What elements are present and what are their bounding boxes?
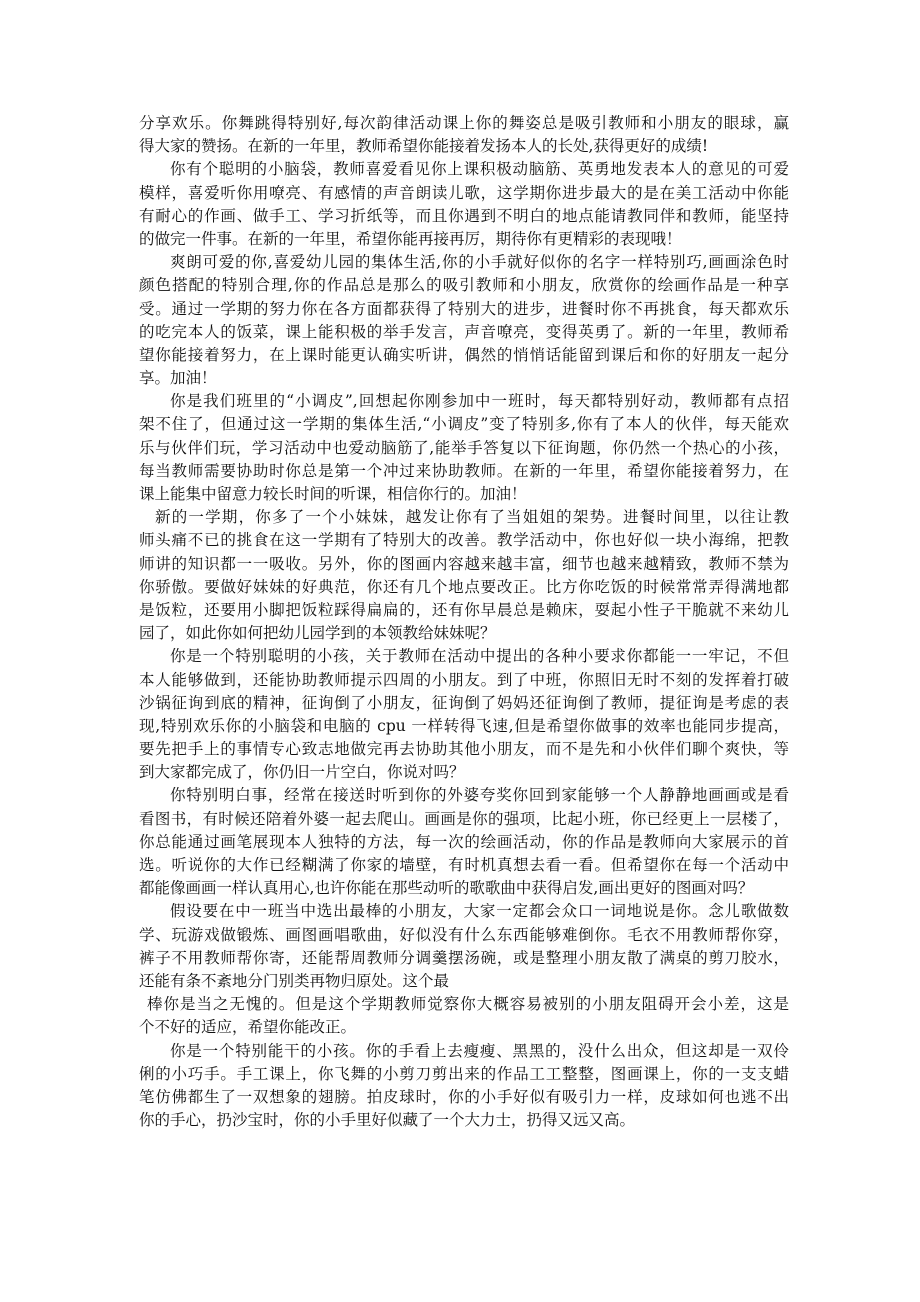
text-line: 个不好的适应，希望你能改正。 [139,1018,357,1037]
text-line: 颜色搭配的特别合理,你的作品总是那么的吸引教师和小朋友，欣赏你的绘画作品是一种享 [139,276,789,295]
text-line: 都能像画画一样认真用心,也许你能在那些动听的歌歌曲中获得启发,画出更好的图画对吗？ [139,879,754,898]
paragraph [139,784,789,900]
document-page [139,112,789,1132]
paragraph [139,390,789,506]
text-line: 本人能够做到，还能协助教师提示四周的小朋友。到了中班，你照旧无时不刻的发挥着打破 [139,670,789,689]
paragraph [139,251,789,390]
text-line: 受。通过一学期的努力你在各方面都获得了特别大的进步，进餐时你不再挑食，每天都欢乐 [139,299,789,318]
text-line: 你有个聪明的小脑袋，教师喜爱看见你上课积极动脑筋、英勇地发表本人的意见的可爱 [170,160,789,179]
paragraph [139,900,789,993]
text-line: 到大家都完成了，你仍旧一片空白，你说对吗？ [139,763,465,782]
text-line: 师讲的知识都一一吸收。另外，你的图画内容越来越丰富，细节也越来越精致，教师不禁为 [139,554,789,573]
paragraph [139,993,789,1039]
text-line: 师头痛不已的挑食在这一学期有了特别大的改善。教学活动中，你也好似一块小海绵，把教 [139,531,789,550]
text-line: 还能有条不紊地分门别类再物归原处。这个最 [139,971,450,990]
text-line: 爽朗可爱的你,喜爱幼儿园的集体生活,你的小手就好似你的名字一样特别巧,画画涂色时 [170,253,789,272]
text-line: 学、玩游戏做锻炼、画图画唱歌曲，好似没有什么东西能够难倒你。毛衣不用教师帮你穿， [139,925,789,944]
text-line: 享。加油！ [139,369,217,388]
text-line: 俐的小巧手。手工课上，你飞舞的小剪刀剪出来的作品工工整整，图画课上，你的一支支蜡 [139,1064,789,1083]
text-line: 你总能通过画笔展现本人独特的方法，每一次的绘画活动，你的作品是教师向大家展示的首 [139,832,789,851]
text-line: 笔仿佛都生了一双想象的翅膀。拍皮球时，你的小手好似有吸引力一样，皮球如何也逃不出 [139,1087,789,1106]
text-line: 你是一个特别能干的小孩。你的手看上去瘦瘦、黑黑的，没什么出众，但这却是一双伶 [170,1041,789,1060]
text-line: 沙锅征询到底的精神，征询倒了小朋友，征询倒了妈妈还征询倒了教师，提征询是考虑的表 [139,693,789,712]
text-line: 你骄傲。要做好妹妹的好典范，你还有几个地点要改正。比方你吃饭的时候常常弄得满地都 [139,577,789,596]
text-line: 你的手心，扔沙宝时，你的小手里好似藏了一个大力士，扔得又远又高。 [139,1111,636,1130]
paragraph [139,506,789,645]
text-line: 乐与伙伴们玩，学习活动中也爱动脑筋了,能举手答复以下征询题，你仍然一个热心的小孩， [139,438,789,457]
text-line: 你是一个特别聪明的小孩，关于教师在活动中提出的各种小要求你都能一一牢记，不但 [170,647,789,666]
text-line: 选。听说你的大作已经糊满了你家的墙壁，有时机真想去看一看。但希望你在每一个活动中 [139,856,789,874]
text-line: 你是我们班里的“小调皮”,回想起你刚参加中一班时，每天都特别好动，教师都有点招 [170,392,789,411]
text-line: 棒你是当之无愧的。但是这个学期教师觉察你大概容易被别的小朋友阻碍开会小差，这是 [147,995,789,1014]
text-line: 有耐心的作画、做手工、学习折纸等，而且你遇到不明白的地点能请教同伴和教师，能坚持 [139,206,789,225]
text-line: 的吃完本人的饭菜，课上能积极的举手发言，声音嘹亮，变得英勇了。新的一年里，教师希 [139,322,789,341]
text-line: 看图书，有时候还陪着外婆一起去爬山。画画是你的强项，比起小班，你已经更上一层楼了， [139,809,789,828]
text-line: 要先把手上的事情专心致志地做完再去协助其他小朋友，而不是先和小伙伴们聊个爽快，等 [139,740,789,759]
text-line: 园了，如此你如何把幼儿园学到的本领教给妹妹呢？ [139,624,496,643]
text-line: 课上能集中留意力较长时间的听课，相信你行的。加油！ [139,485,527,503]
text-line: 现,特别欢乐你的小脑袋和电脑的 cpu 一样转得飞速,但是希望你做事的效率也能同步提高， [139,716,789,735]
text-line: 架不住了，但通过这一学期的集体生活,“小调皮”变了特别多,你有了本人的伙伴，每天能欢 [139,415,789,434]
text-line: 你特别明白事，经常在接送时听到你的外婆夸奖你回到家能够一个人静静地画画或是看 [170,786,789,805]
text-line: 分享欢乐。你舞跳得特别好,每次韵律活动课上你的舞姿总是吸引教师和小朋友的眼球，赢 [139,114,789,132]
text-line: 是饭粒，还要用小脚把饭粒踩得扁扁的，还有你早晨总是赖床，耍起小性子干脆就不来幼儿 [139,600,789,619]
paragraph [139,112,789,158]
text-line: 每当教师需要协助时你总是第一个冲过来协助教师。在新的一年里，希望你能接着努力，在 [139,461,789,480]
text-line: 的做完一件事。在新的一年里，希望你能再接再厉，期待你有更精彩的表现哦！ [139,229,682,248]
paragraph [139,1040,789,1133]
text-line: 模样，喜爱听你用嘹亮、有感情的声音朗读儿歌，这学期你进步最大的是在美工活动中你能 [139,183,789,202]
paragraph [139,158,789,251]
text-line: 裤子不用教师帮你寄，还能帮周教师分调羹摆汤碗，或是整理小朋友散了满桌的剪刀胶水， [139,948,789,967]
text-line: 得大家的赞扬。在新的一年里，教师希望你能接着发扬本人的长处,获得更好的成绩! [139,137,709,156]
paragraph [139,645,789,784]
text-line: 新的一学期，你多了一个小妹妹，越发让你有了当姐姐的架势。进餐时间里，以往让教 [155,508,789,527]
text-line: 假设要在中一班当中选出最棒的小朋友，大家一定都会众口一词地说是你。念儿歌做数 [170,902,789,921]
text-line: 望你能接着努力，在上课时能更认确实听讲，偶然的悄悄话能留到课后和你的好朋友一起分 [139,345,789,364]
